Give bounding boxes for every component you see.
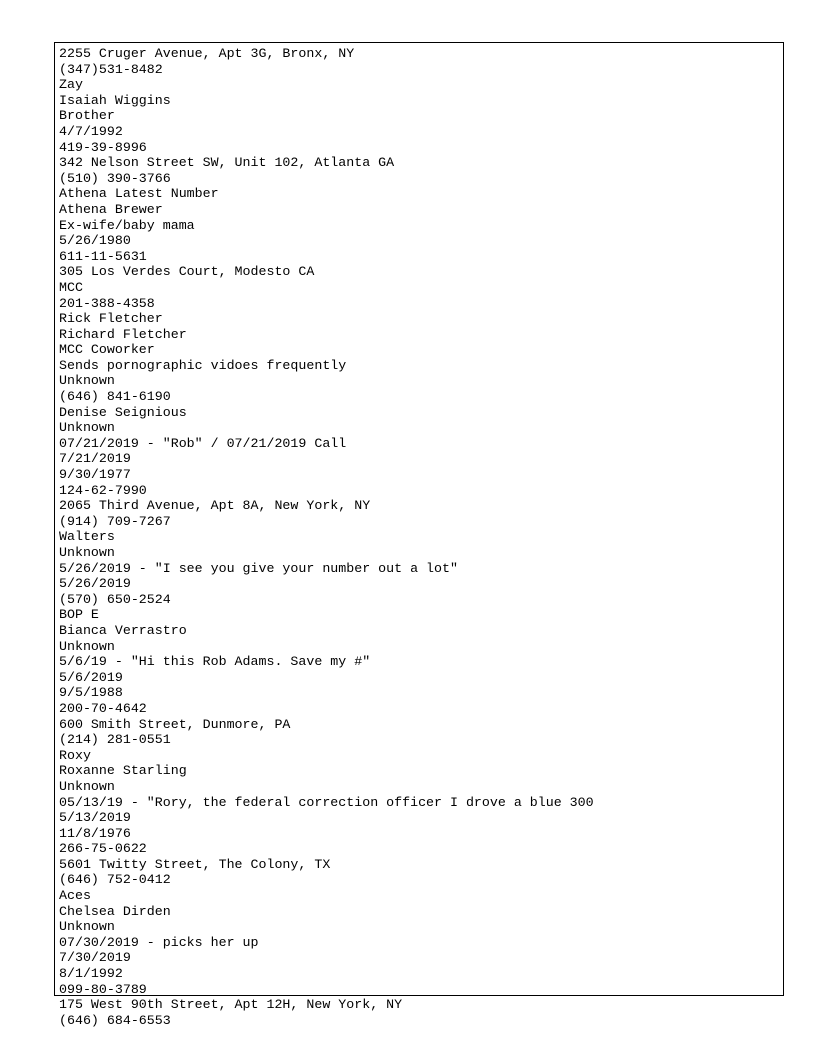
document-line: 305 Los Verdes Court, Modesto CA	[59, 264, 315, 280]
document-line: 266-75-0622	[59, 841, 147, 857]
document-line: Aces	[59, 888, 91, 904]
document-line: 07/21/2019 - "Rob" / 07/21/2019 Call	[59, 435, 347, 451]
document-line: 5/26/2019	[59, 576, 131, 592]
document-line: (646) 684-6553	[59, 1012, 171, 1028]
document-frame	[54, 42, 784, 1028]
document-line: Rick Fletcher	[59, 311, 163, 327]
document-line: 2065 Third Avenue, Apt 8A, New York, NY	[59, 498, 371, 514]
document-line: 611-11-5631	[59, 248, 147, 264]
document-line: 099-80-3789	[59, 981, 147, 997]
document-line: 05/13/19 - "Rory, the federal correction officer I drove a blue 300	[59, 794, 594, 810]
document-line: (914) 709-7267	[59, 513, 171, 529]
document-line: Sends pornographic vidoes frequently	[59, 357, 347, 373]
document-line: 201-388-4358	[59, 295, 155, 311]
document-line: 9/5/1988	[59, 685, 123, 701]
document-line: 124-62-7990	[59, 482, 147, 498]
document-line: Isaiah Wiggins	[59, 92, 171, 108]
document-line: Unknown	[59, 638, 115, 654]
document-line: 419-39-8996	[59, 139, 147, 155]
document-line: 7/30/2019	[59, 950, 131, 966]
document-lines	[59, 46, 783, 1028]
document-line: Athena Latest Number	[59, 186, 219, 202]
document-line: MCC	[59, 279, 83, 295]
document-line: Walters	[59, 529, 115, 545]
document-line: Unknown	[59, 420, 115, 436]
document-line: Unknown	[59, 919, 115, 935]
document-line: Roxy	[59, 747, 91, 763]
document-line: Brother	[59, 108, 115, 124]
document-line: 9/30/1977	[59, 467, 131, 483]
document-line: (214) 281-0551	[59, 732, 171, 748]
document-line: 200-70-4642	[59, 700, 147, 716]
document-line: 5/6/19 - "Hi this Rob Adams. Save my #"	[59, 654, 371, 670]
document-line: Athena Brewer	[59, 201, 163, 217]
document-line: 5/26/2019 - "I see you give your number out a lot"	[59, 560, 458, 576]
document-line: (510) 390-3766	[59, 170, 171, 186]
document-line: 342 Nelson Street SW, Unit 102, Atlanta GA	[59, 155, 395, 171]
document-line: 2255 Cruger Avenue, Apt 3G, Bronx, NY	[59, 46, 355, 61]
document-line: 175 West 90th Street, Apt 12H, New York, NY	[59, 997, 403, 1013]
document-line: Chelsea Dirden	[59, 903, 171, 919]
document-line: Roxanne Starling	[59, 763, 187, 779]
document-line: 07/30/2019 - picks her up	[59, 934, 259, 950]
document-line: 5/6/2019	[59, 669, 123, 685]
document-line: 8/1/1992	[59, 966, 123, 982]
document-line: Bianca Verrastro	[59, 622, 187, 638]
document-line: Unknown	[59, 778, 115, 794]
document-line: MCC Coworker	[59, 342, 155, 358]
document-line: 5/13/2019	[59, 810, 131, 826]
document-line: Denise Seignious	[59, 404, 187, 420]
document-line: 5/26/1980	[59, 233, 131, 249]
document-line: (347)531-8482	[59, 61, 163, 77]
document-line: 4/7/1992	[59, 123, 123, 139]
document-line: 5601 Twitty Street, The Colony, TX	[59, 856, 331, 872]
document-line: BOP E	[59, 607, 99, 623]
document-line: (646) 841-6190	[59, 389, 171, 405]
document-line: Ex-wife/baby mama	[59, 217, 195, 233]
document-line: Richard Fletcher	[59, 326, 187, 342]
document-line: 600 Smith Street, Dunmore, PA	[59, 716, 291, 732]
document-line: Unknown	[59, 373, 115, 389]
document-line: (570) 650-2524	[59, 591, 171, 607]
document-line: 11/8/1976	[59, 825, 131, 841]
document-line: (646) 752-0412	[59, 872, 171, 888]
document-line: Zay	[59, 77, 83, 93]
document-line: 7/21/2019	[59, 451, 131, 467]
document-line: Unknown	[59, 545, 115, 560]
